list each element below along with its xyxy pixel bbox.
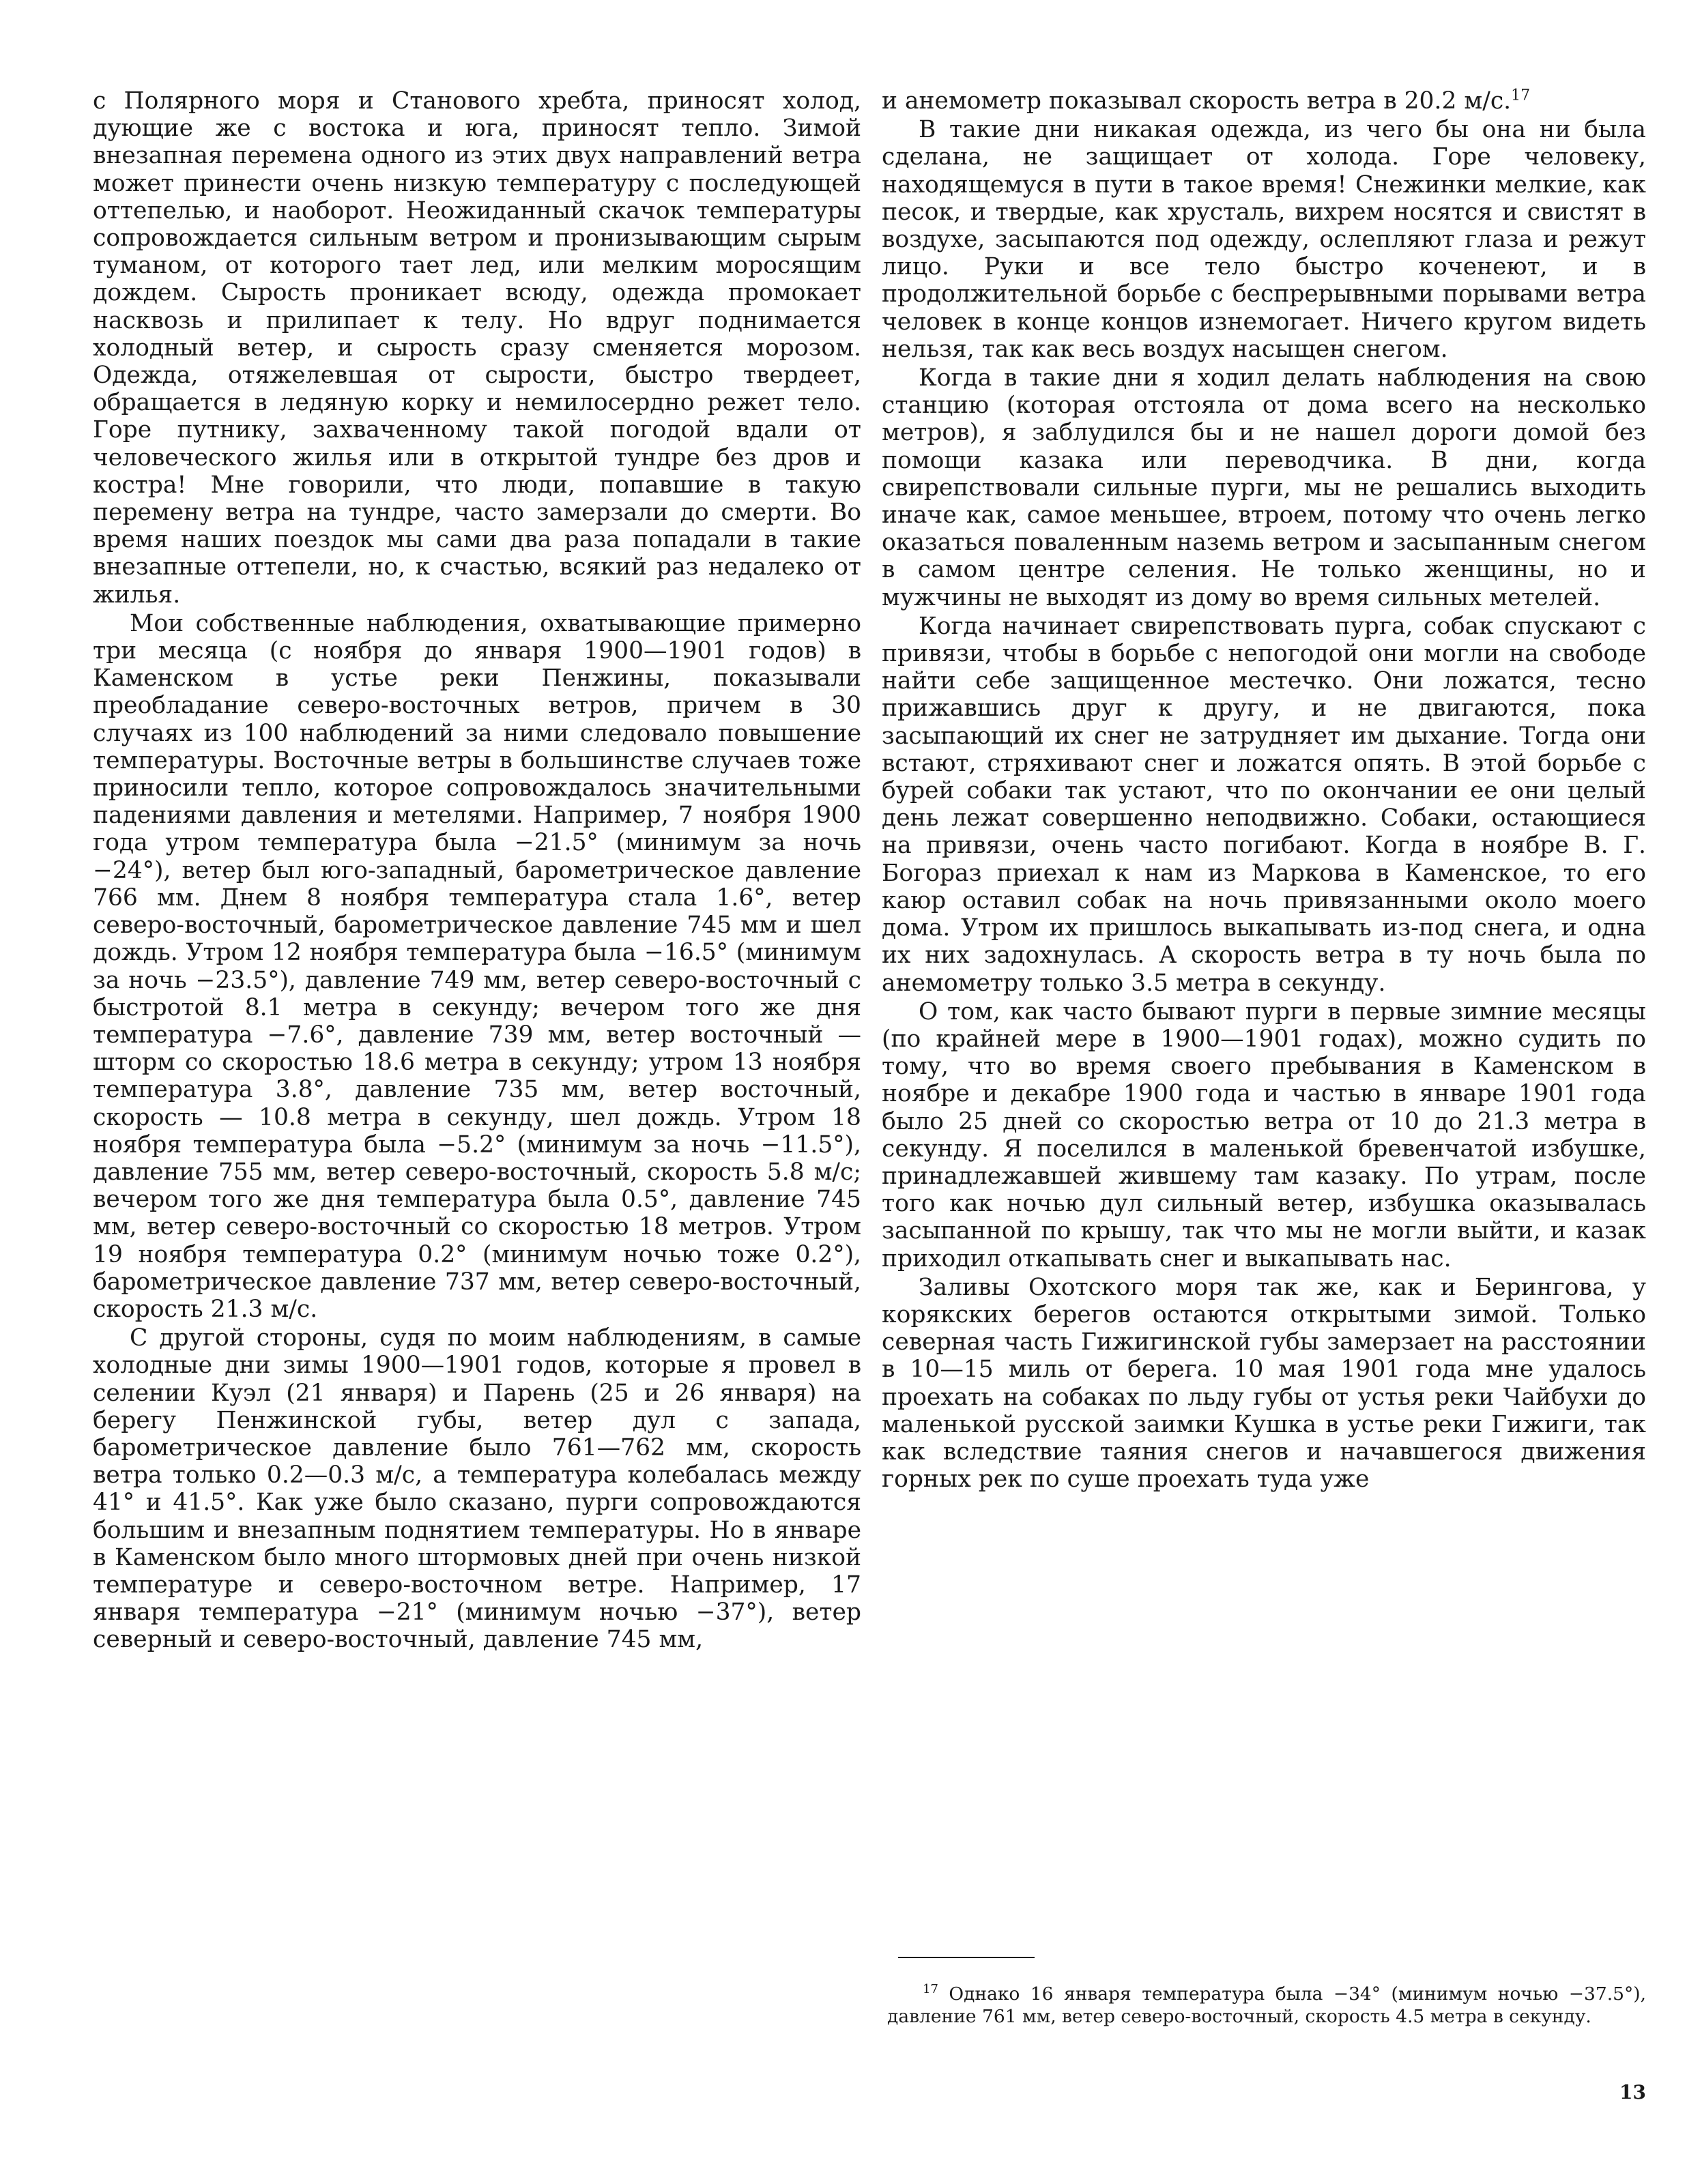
right-paragraph-5: О том, как часто бывают пурги в первые зимние месяцы (по крайней мере в 1900—1901 годах), можно судить по тому, что во время своего пребывания в Каменском в ноябре и декабре 1900 года и частью в январе 1901 года было 25 дней со скоростью ветра от 10 до 21.3 метра в секунду. Я поселился в маленькой бревенчатой избушке, принадлежавшей жившему там казаку. По утрам, после того как ночью дул сильный ветер, избушка оказывалась засыпанной по крышу, так что мы не могли выйти, и казак приходил откапывать снег и выкапывать нас. [882, 998, 1646, 1272]
footnote-reference: 17 [1511, 87, 1531, 104]
page-number: 13 [1619, 2081, 1646, 2103]
left-paragraph-1: с Полярного моря и Станового хребта, приносят холод, дующие же с востока и юга, приносят тепло. Зимой внезапная перемена одного из этих двух направлений ветра может принести очень низкую температуру с последующей оттепелью, и наоборот. Неожиданный скачок температуры сопровождается сильным ветром и пронизывающим сырым туманом, от которого тает лед, или мелким моросящим дождем. Сырость проникает всюду, одежда промокает насквозь и прилипает к телу. Но вдруг поднимается холодный ветер, и сырость сразу сменяется морозом. Одежда, отяжелевшая от сырости, быстро твердеет, обращается в ледяную корку и немилосердно режет тело. Горе путнику, захваченному такой погодой вдали от человеческого жилья или в открытой тундре без дров и костра! Мне говорили, что люди, попавшие в такую перемену ветра на тундре, часто замерзали до смерти. Во время наших поездок мы сами два раза попадали в такие внезапные оттепели, но, к счастью, всякий раз недалеко от жилья. [93, 87, 861, 609]
footnote-text: Однако 16 января температура была −34° (минимум ночью −37.5°), давление 761 мм, ветер северо-восточный, скорость 4.5 метра в секунду. [887, 1983, 1646, 2027]
left-column [93, 87, 861, 1654]
footnote [887, 1983, 1646, 2028]
left-paragraph-2: Мои собственные наблюдения, охватывающие примерно три месяца (с ноября до января 1900—1901 годов) в Каменском в устье реки Пенжины, показывали преобладание северо-восточных ветров, причем в 30 случаях из 100 наблюдений за ними следовало повышение температуры. Восточные ветры в большинстве случаев тоже приносили тепло, которое сопровождалось значительными падениями давления и метелями. Например, 7 ноября 1900 года утром температура была −21.5° (минимум за ночь −24°), ветер был юго-западный, барометрическое давление 766 мм. Днем 8 ноября температура стала 1.6°, ветер северо-восточный, барометрическое давление 745 мм и шел дождь. Утром 12 ноября температура была −16.5° (минимум за ночь −23.5°), давление 749 мм, ветер северо-восточный с быстротой 8.1 метра в секунду; вечером того же дня температура −7.6°, давление 739 мм, ветер восточный — шторм со скоростью 18.6 метра в секунду; утром 13 ноября температура 3.8°, давление 735 мм, ветер восточный, скорость — 10.8 метра в секунду, шел дождь. Утром 18 ноября температура была −5.2° (минимум за ночь −11.5°), давление 755 мм, ветер северо-восточный, скорость 5.8 м/с; вечером того же дня температура была 0.5°, давление 745 мм, ветер северо-восточный со скоростью 18 метров. Утром 19 ноября температура 0.2° (минимум ночью тоже 0.2°), барометрическое давление 737 мм, ветер северо-восточный, скорость 21.3 м/с. [93, 609, 861, 1323]
right-paragraph-1 [882, 87, 1646, 115]
right-column [882, 87, 1646, 1493]
right-paragraph-1-text: и анемометр показывал скорость ветра в 20.2 м/с. [882, 87, 1512, 115]
right-paragraph-6: Заливы Охотского моря так же, как и Берингова, у корякских берегов остаются открытыми зимой. Только северная часть Гижигинской губы замерзает на расстоянии в 10—15 миль от берега. 10 мая 1901 года мне удалось проехать на собаках по льду губы от устья реки Чайбухи до маленькой русской заимки Кушка в устье реки Гижиги, так как вследствие таяния снегов и начавшегося движения горных рек по суше проехать туда уже [882, 1273, 1646, 1494]
footnote-divider [898, 1957, 1035, 1958]
right-paragraph-2: В такие дни никакая одежда, из чего бы она ни была сделана, не защищает от холода. Горе человеку, находящемуся в пути в такое время! Снежинки мелкие, как песок, и твердые, как хрусталь, вихрем носятся и свистят в воздухе, засыпаются под одежду, ослепляют глаза и режут лицо. Руки и все тело быстро коченеют, и в продолжительной борьбе с беспрерывными порывами ветра человек в конце концов изнемогает. Ничего кругом видеть нельзя, так как весь воздух насыщен снегом. [882, 116, 1646, 363]
right-paragraph-4: Когда начинает свирепствовать пурга, собак спускают с привязи, чтобы в борьбе с непогодой они могли на свободе найти себе защищенное местечко. Они ложатся, тесно прижавшись друг к другу, и не двигаются, пока засыпающий их снег не затрудняет им дыхание. Тогда они встают, стряхивают снег и ложатся опять. В этой борьбе с бурей собаки так устают, что по окончании ее они целый день лежат совершенно неподвижно. Собаки, остающиеся на привязи, очень часто погибают. Когда в ноябре В. Г. Богораз приехал к нам из Маркова в Каменское, то его каюр оставил собак на ночь привязанными около моего дома. Утром их пришлось выкапывать из-под снега, и одна их них задохнулась. А скорость ветра в ту ночь была по анемометру только 3.5 метра в секунду. [882, 612, 1646, 997]
right-paragraph-3: Когда в такие дни я ходил делать наблюдения на свою станцию (которая отстояла от дома всего на несколько метров), я заблудился бы и не нашел дороги домой без помощи казака или переводчика. В дни, когда свирепствовали сильные пурги, мы не решались выходить иначе как, самое меньшее, втроем, потому что очень легко оказаться поваленным наземь ветром и засыпанным снегом в самом центре селения. Не только женщины, но и мужчины не выходят из дому во время сильных метелей. [882, 364, 1646, 611]
left-paragraph-3: С другой стороны, судя по моим наблюдениям, в самые холодные дни зимы 1900—1901 годов, которые я провел в селении Куэл (21 января) и Парень (25 и 26 января) на берегу Пенжинской губы, ветер дул с запада, барометрическое давление было 761—762 мм, скорость ветра только 0.2—0.3 м/с, а температура колебалась между 41° и 41.5°. Как уже было сказано, пурги сопровождаются большим и внезапным поднятием температуры. Но в январе в Каменском было много штормовых дней при очень низкой температуре и северо-восточном ветре. Например, 17 января температура −21° (минимум ночью −37°), ветер северный и северо-восточный, давление 745 мм, [93, 1324, 861, 1654]
footnote-marker: 17 [923, 1982, 938, 1997]
